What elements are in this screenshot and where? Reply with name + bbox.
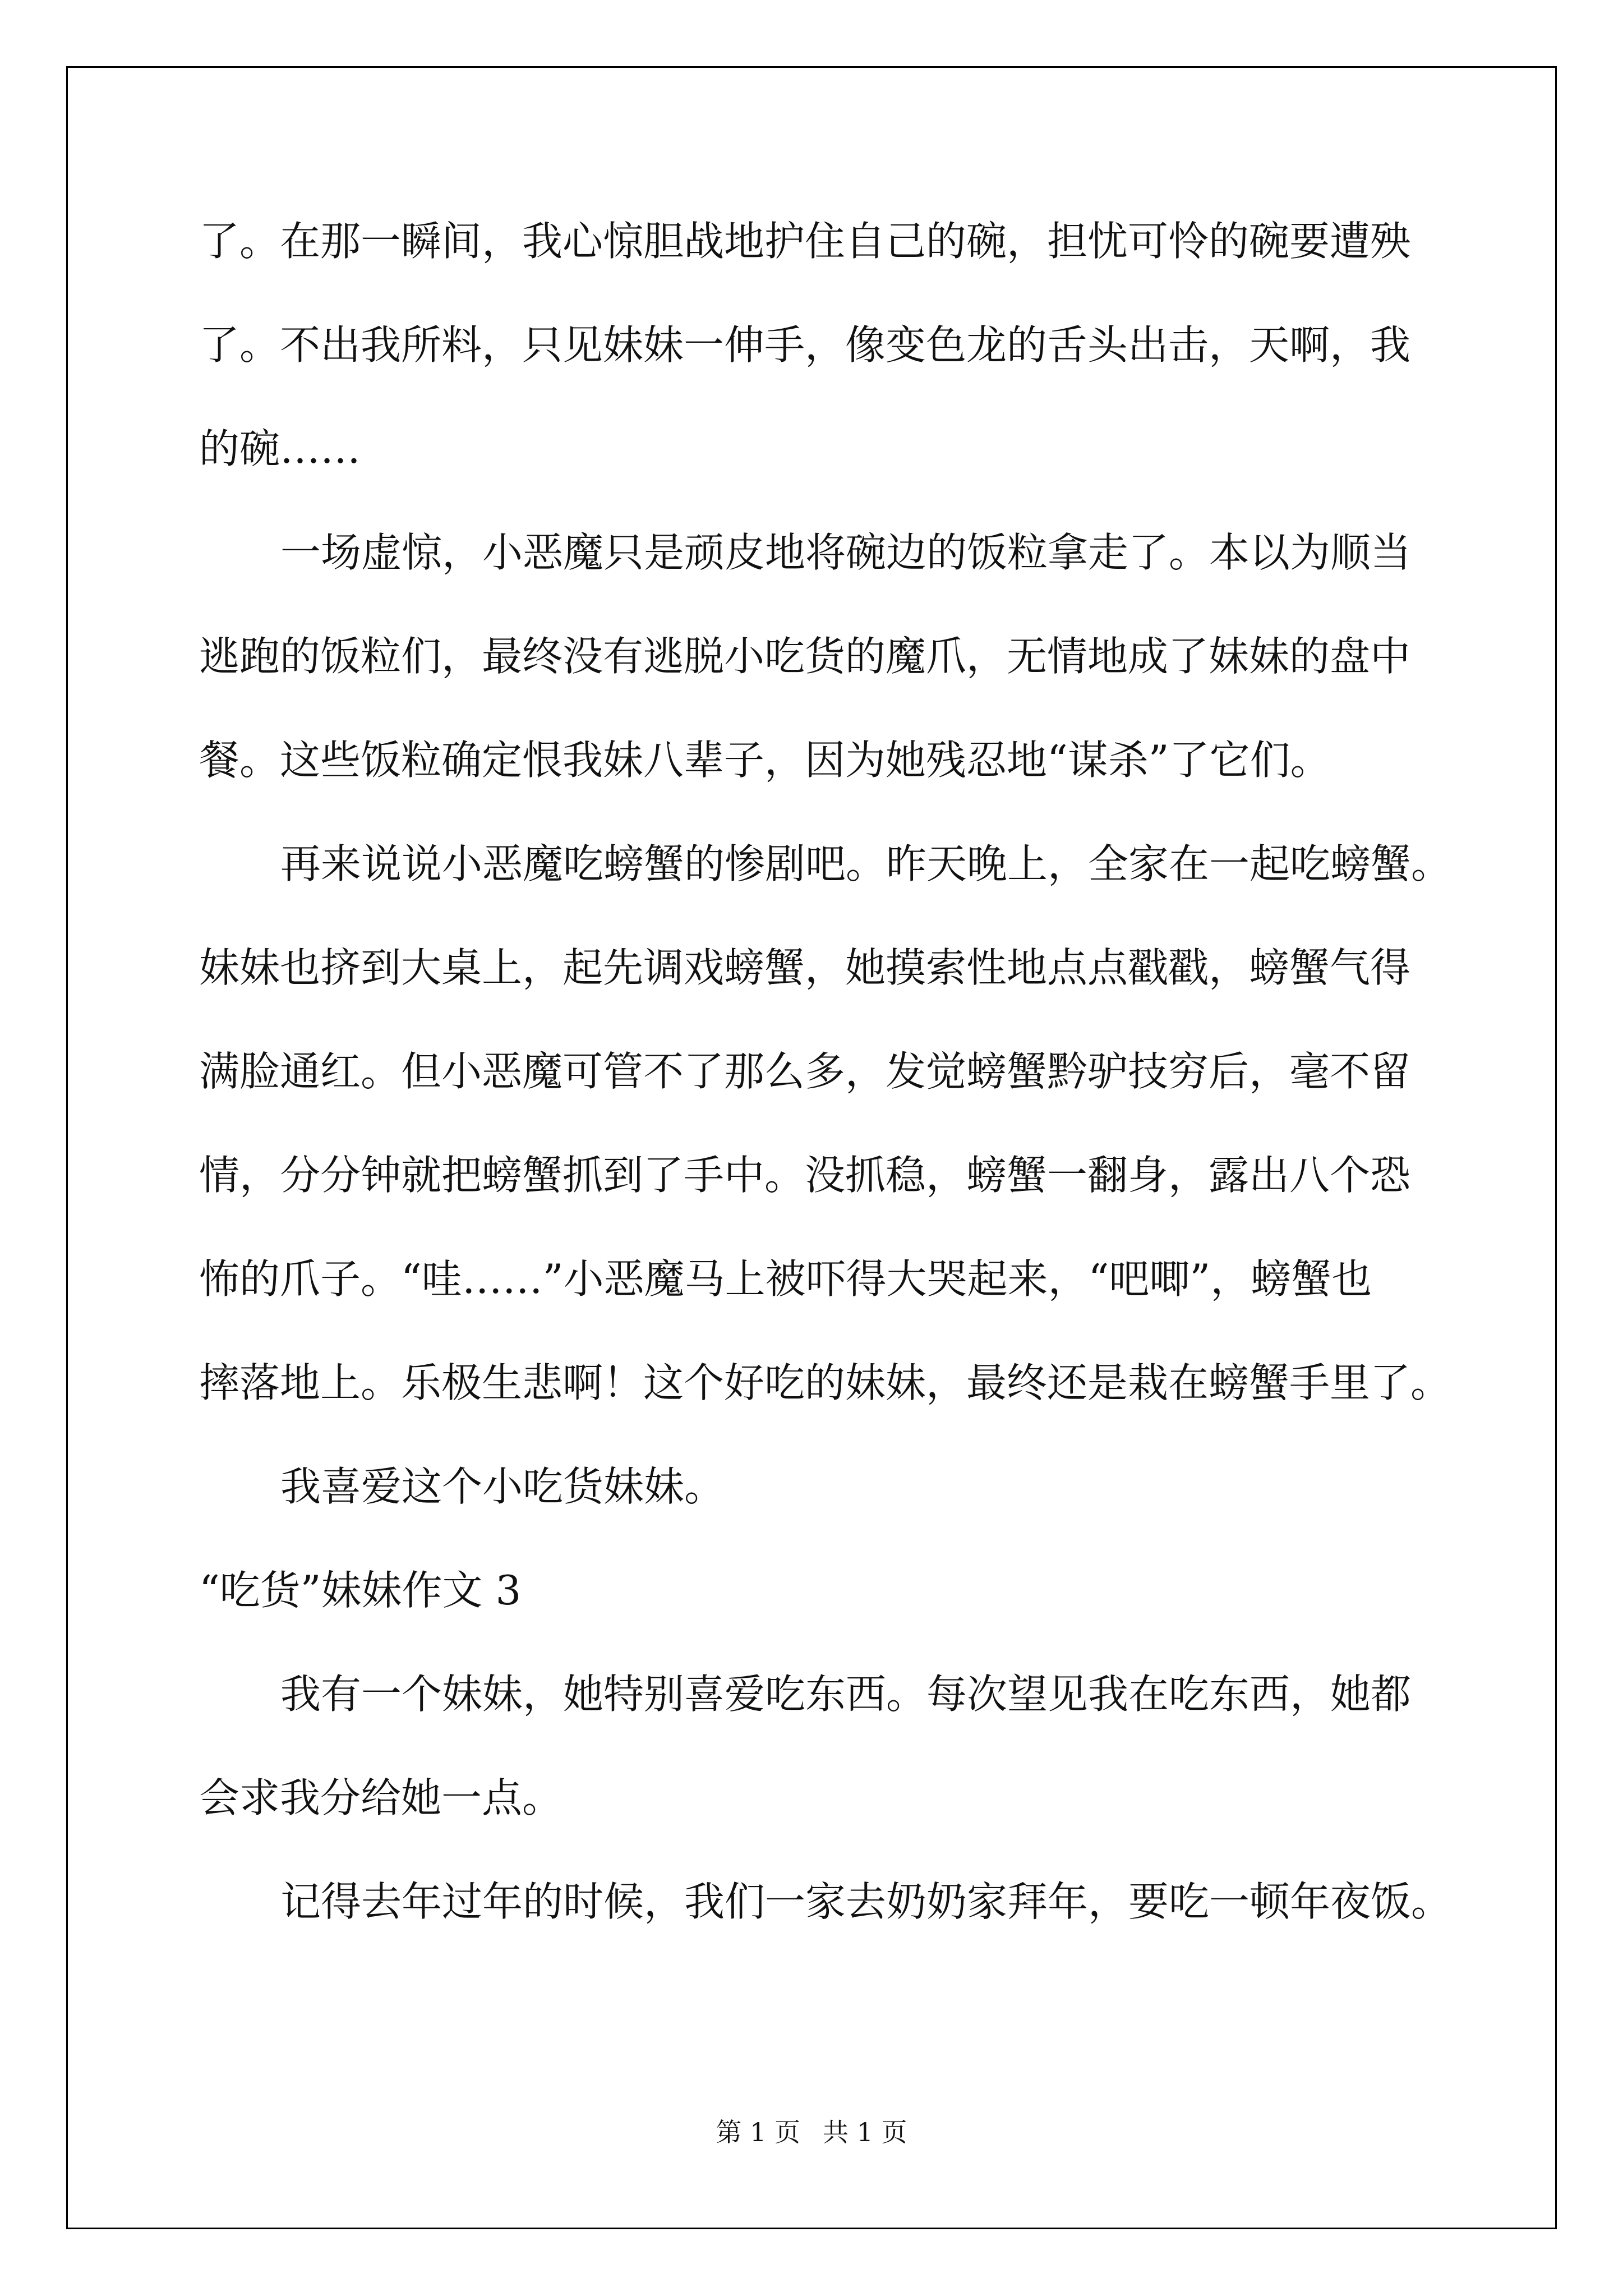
text-line: 怖的爪子。“哇……”小恶魔马上被吓得大哭起来，“吧唧”，螃蟹也 — [199, 1255, 1372, 1303]
text-line: 情，分分钟就把螃蟹抓到了手中。没抓稳，螃蟹一翻身，露出八个恐 — [199, 1152, 1411, 1199]
paragraph-start-line: 再来说说小恶魔吃螃蟹的惨剧吧。昨天晚上，全家在一起吃螃蟹。 — [280, 840, 1452, 887]
text-line: 满脸通红。但小恶魔可管不了那么多，发觉螃蟹黔驴技穷后，毫不留 — [199, 1048, 1411, 1095]
text-line: 摔落地上。乐极生悲啊！这个好吃的妹妹，最终还是栽在螃蟹手里了。 — [199, 1359, 1451, 1406]
paragraph-start-line: 一场虚惊，小恶魔只是顽皮地将碗边的饭粒拿走了。本以为顺当 — [280, 529, 1412, 576]
paragraph-start-line: 我喜爱这个小吃货妹妹。 — [280, 1463, 725, 1510]
text-line: 的碗…… — [199, 425, 361, 472]
text-line: 逃跑的饭粒们，最终没有逃脱小吃货的魔爪，无情地成了妹妹的盘中 — [199, 633, 1411, 680]
page-footer — [0, 2112, 1623, 2149]
text-line: 了。不出我所料，只见妹妹一伸手，像变色龙的舌头出击，天啊，我 — [199, 321, 1411, 369]
text-line: 了。在那一瞬间，我心惊胆战地护住自己的碗，担忧可怜的碗要遭殃 — [199, 218, 1411, 265]
paragraph-start-line: 我有一个妹妹，她特别喜爱吃东西。每次望见我在吃东西，她都 — [280, 1671, 1412, 1718]
text-line: 会求我分给她一点。 — [199, 1774, 563, 1821]
page-number: 第 1 页 — [716, 2117, 800, 2147]
text-line: 餐。这些饭粒确定恨我妹八辈子，因为她残忍地“谋杀”了它们。 — [199, 737, 1331, 784]
section-heading: “吃货”妹妹作文 3 — [199, 1567, 522, 1614]
paragraph-start-line: 记得去年过年的时候，我们一家去奶奶家拜年，要吃一顿年夜饭。 — [280, 1878, 1452, 1925]
text-line: 妹妹也挤到大桌上，起先调戏螃蟹，她摸索性地点点戳戳，螃蟹气得 — [199, 944, 1411, 991]
page-total: 共 1 页 — [823, 2117, 907, 2147]
